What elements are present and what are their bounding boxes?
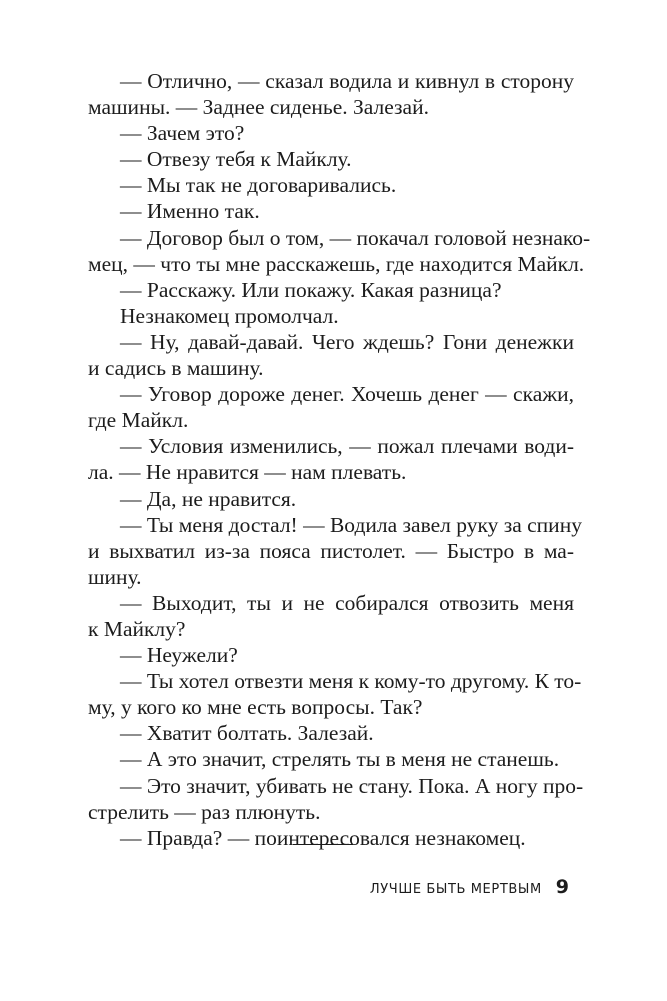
text-line: и выхватил из-за пояса пистолет. — Быстро в ма- bbox=[88, 538, 574, 563]
text-line: шину. bbox=[88, 564, 142, 589]
text-line: — Зачем это? bbox=[120, 121, 245, 146]
text-line: — Отлично, — сказал водила и кивнул в сторону bbox=[120, 69, 574, 93]
text-line: — Именно так. bbox=[120, 199, 260, 224]
text-line: — Да, не нравится. bbox=[120, 486, 297, 511]
text-line: — Неужели? bbox=[120, 643, 238, 668]
text-line: — Хватит болтать. Залезай. bbox=[120, 721, 374, 746]
text-line: — Это значит, убивать не стану. Пока. А ногу про- bbox=[120, 773, 584, 798]
text-line: машины. — Заднее сиденье. Залезай. bbox=[88, 95, 429, 120]
text-line: — Ты меня достал! — Водила завел руку за спину bbox=[120, 512, 582, 537]
text-line: — Ну, давай-давай. Чего ждешь? Гони денежки bbox=[120, 329, 574, 354]
text-line: — Выходит, ты и не собирался отвозить меня bbox=[120, 590, 574, 615]
text-line: — Договор был о том, — покачал головой незнако- bbox=[120, 225, 591, 250]
text-line: стрелить — раз плюнуть. bbox=[88, 799, 321, 824]
text-line: — Расскажу. Или покажу. Какая разница? bbox=[120, 277, 502, 302]
text-line: — Ты хотел отвезти меня к кому-то другому. К то- bbox=[120, 669, 582, 694]
text-line: мец, — что ты мне расскажешь, где находится Майкл. bbox=[88, 251, 585, 276]
text-line: Незнакомец промолчал. bbox=[120, 303, 339, 328]
text-line: ла. — Не нравится — нам плевать. bbox=[88, 460, 407, 485]
page-number: 9 bbox=[555, 876, 569, 898]
text-line: — Условия изменились, — пожал плечами води- bbox=[120, 434, 574, 459]
text-line: к Майклу? bbox=[88, 616, 186, 641]
text-line: — Правда? — поинтересовался незнакомец. bbox=[120, 825, 526, 850]
text-line: — Отвезу тебя к Майклу. bbox=[120, 147, 352, 172]
running-title: ЛУЧШЕ БЫТЬ МЕРТВЫМ bbox=[369, 882, 542, 897]
section-separator bbox=[293, 844, 353, 845]
text-line: и садись в машину. bbox=[88, 356, 264, 381]
text-line: — А это значит, стрелять ты в меня не станешь. bbox=[120, 747, 560, 772]
text-line: где Майкл. bbox=[88, 408, 189, 433]
page-footer bbox=[370, 876, 569, 898]
text-line: — Мы так не договаривались. bbox=[120, 173, 397, 198]
body-text bbox=[88, 68, 591, 851]
text-line: — Уговор дороже денег. Хочешь денег — скажи, bbox=[120, 382, 574, 407]
text-line: му, у кого ко мне есть вопросы. Так? bbox=[88, 695, 423, 720]
